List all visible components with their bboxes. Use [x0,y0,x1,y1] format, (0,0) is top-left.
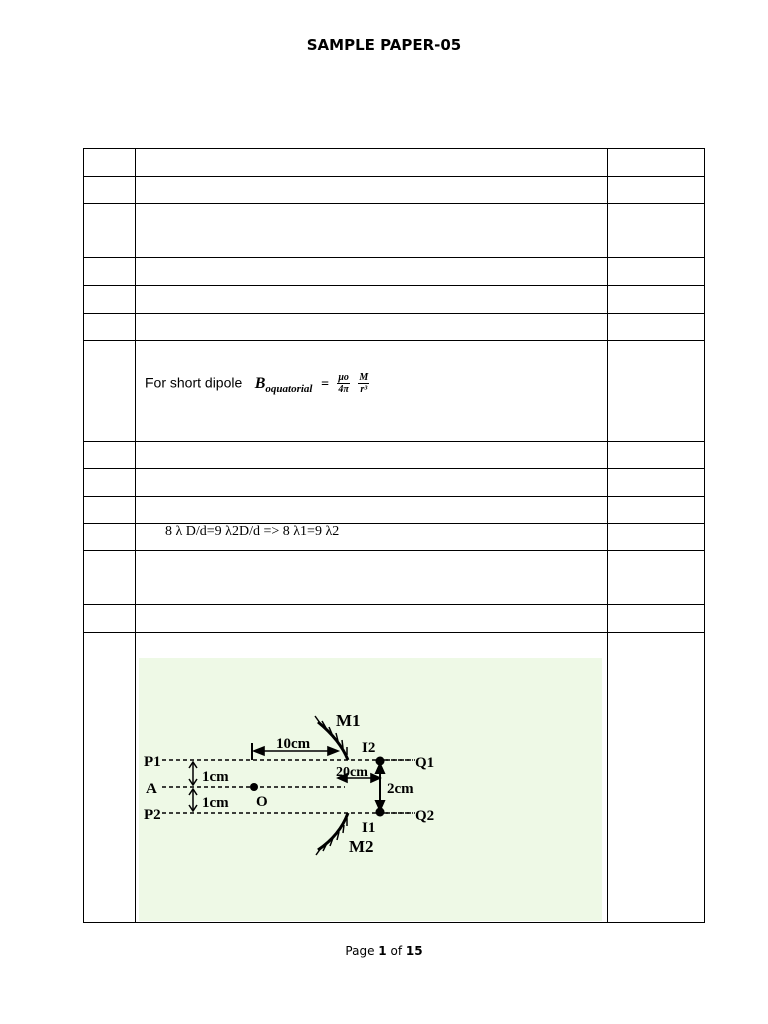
label-i2: I2 [362,740,376,756]
label-a: A [146,781,157,797]
page-footer [0,944,768,958]
footer-total-pages: 15 [405,944,423,958]
label-2cm: 2cm [387,781,414,797]
label-i1: I1 [362,820,376,836]
formula-equals: = [320,376,329,392]
dipole-label: For short dipole [145,374,243,391]
label-1cm-lower: 1cm [202,795,229,811]
formula-symbol: $B_{oquatorial}$ [254,374,313,395]
image-i2-dot [376,757,385,766]
label-p2: P2 [144,807,161,823]
image-i1-dot [376,808,385,817]
label-1cm-upper: 1cm [202,769,229,785]
point-o-dot [250,783,258,791]
interference-equation: 8 λ D/d=9 λ2D/d => 8 λ1=9 λ2 [165,524,340,539]
formula-fraction-constant: $\frac{\mu o}{4\pi}$ [338,372,349,395]
label-20cm: 20cm [336,765,368,780]
arrow-2cm [376,764,384,810]
footer-prefix: Page [345,944,375,958]
label-q2: Q2 [415,808,435,824]
footer-current-page: 1 [378,944,387,958]
page-title: SAMPLE PAPER-05 [306,36,462,54]
formula-fraction-moment: $\frac{M}{\text{r³}}$ [359,372,369,395]
label-m1: M1 [336,711,361,730]
arrow-1cm-lower [189,789,197,811]
label-p1: P1 [144,754,161,770]
footer-of: of [390,944,403,958]
label-10cm: 10cm [276,736,311,752]
label-m2: M2 [349,837,374,856]
label-q1: Q1 [415,755,435,771]
arrow-1cm-upper [189,762,197,785]
label-o: O [256,794,268,810]
